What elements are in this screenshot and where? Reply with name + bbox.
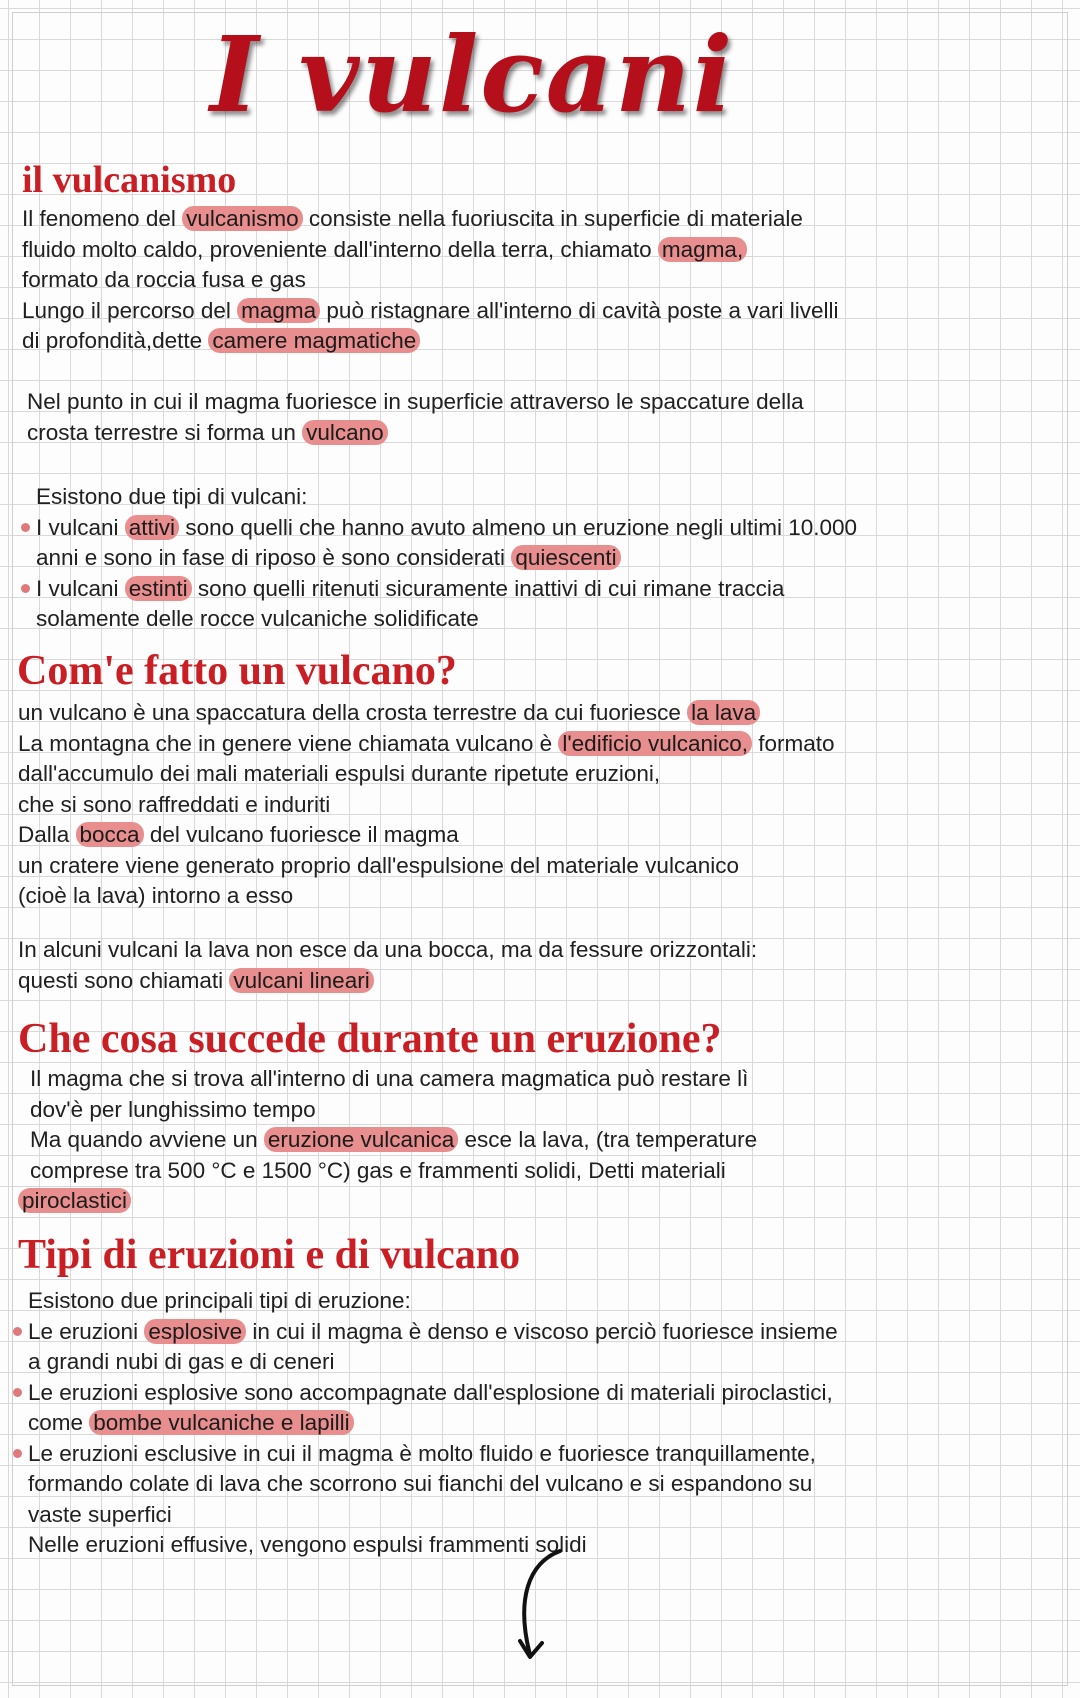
highlight: quiescenti (511, 545, 620, 570)
bullet-dot-icon (13, 1388, 22, 1397)
highlight: camere magmatiche (208, 328, 420, 353)
text-line: vaste superfici (28, 1501, 172, 1527)
fatto-text-block (18, 698, 835, 912)
text-line (18, 1186, 757, 1217)
vulcanismo-text-block (22, 204, 839, 357)
text-line: Nelle eruzioni effusive, vengono espulsi frammenti solidi (28, 1532, 587, 1557)
text-line: Esistono due tipi di vulcani: (36, 484, 308, 509)
list-item: Le eruzioni esplosive in cui il magma è denso e viscoso perciò fuoriesce insieme (28, 1317, 838, 1348)
heading-tipi-eruzioni: Tipi di eruzioni e di vulcano (18, 1232, 521, 1278)
text-line: Esistono due principali tipi di eruzione: (28, 1288, 411, 1313)
tipi-eruzioni-block (28, 1286, 838, 1561)
text-line: fluido molto caldo, proveniente dall'interno della terra, chiamato magma, (22, 235, 839, 266)
text-line: formato da roccia fusa e gas (22, 267, 306, 292)
highlight: magma, (658, 237, 747, 262)
list-item: I vulcani estinti sono quelli ritenuti sicuramente inattivi di cui rimane traccia (36, 574, 857, 605)
text-line: La montagna che in genere viene chiamata vulcano è l'edificio vulcanico, formato (18, 730, 835, 756)
text-line: Dalla bocca del vulcano fuoriesce il magma (18, 822, 459, 847)
text-line: comprese tra 500 °C e 1500 °C) gas e frammenti solidi, Detti materiali (30, 1157, 726, 1183)
text-line: di profondità,dette camere magmatiche (22, 326, 839, 357)
eruzione-text-block (22, 1064, 758, 1217)
highlight: bombe vulcaniche e lapilli (89, 1410, 353, 1435)
highlight: estinti (125, 576, 192, 601)
text-line: anni e sono in fase di riposo è sono considerati quiescenti (36, 543, 857, 574)
text-line: Ma quando avviene un eruzione vulcanica esce la lava, (tra temperature (30, 1127, 758, 1152)
page-title: I vulcani (210, 13, 735, 136)
text-line: come bombe vulcaniche e lapilli (28, 1408, 838, 1439)
highlight: bocca (76, 822, 144, 847)
highlight: vulcano (302, 420, 388, 445)
list-item: I vulcani attivi sono quelli che hanno avuto almeno un eruzione negli ultimi 10.000 (36, 513, 857, 544)
vulcani-lineari-block (18, 935, 757, 996)
text-line: a grandi nubi di gas e di ceneri (28, 1349, 335, 1374)
text-line: Nel punto in cui il magma fuoriesce in superficie attraverso le spaccature della (27, 389, 804, 414)
heading-com-e-fatto: Com'e fatto un vulcano? (17, 648, 457, 694)
list-item: Le eruzioni esclusive in cui il magma è molto fluido e fuoriesce tranquillamente, (28, 1439, 838, 1470)
text-line: solamente delle rocce vulcaniche solidificate (36, 606, 479, 631)
heading-vulcanismo: il vulcanismo (22, 159, 237, 201)
vulcano-def-block (27, 387, 804, 448)
highlight: vulcani lineari (229, 968, 373, 993)
text-line: Il magma che si trova all'interno di una camera magmatica può restare lì (30, 1066, 749, 1091)
highlight: eruzione vulcanica (264, 1127, 458, 1152)
text-line: (cioè la lava) intorno a esso (18, 883, 294, 908)
highlight: piroclastici (18, 1188, 131, 1213)
bullet-dot-icon (21, 523, 30, 532)
bullet-dot-icon (21, 584, 30, 593)
text-line: un vulcano è una spaccatura della crosta terrestre da cui fuoriesce la lava (18, 698, 835, 729)
curved-arrow-down-icon (508, 1545, 578, 1675)
highlight: la lava (687, 700, 760, 725)
text-line: dov'è per lunghissimo tempo (30, 1096, 316, 1122)
tipi-vulcani-block (36, 482, 857, 635)
text-line: Il fenomeno del vulcanismo consiste nella fuoriuscita in superficie di materiale (22, 206, 803, 231)
list-item: Le eruzioni esplosive sono accompagnate dall'esplosione di materiali piroclastici, (28, 1378, 838, 1409)
text-line: formando colate di lava che scorrono sui fianchi del vulcano e si espandono su (28, 1471, 813, 1496)
highlight: attivi (125, 515, 179, 540)
highlight: esplosive (144, 1319, 246, 1344)
text-line: un cratere viene generato proprio dall'espulsione del materiale vulcanico (18, 852, 739, 878)
text-line: che si sono raffreddati e induriti (18, 791, 331, 817)
text-line: dall'accumulo dei mali materiali espulsi durante ripetute eruzioni, (18, 761, 661, 786)
text-line: crosta terrestre si forma un vulcano (27, 418, 804, 449)
text-line: Lungo il percorso del magma può ristagnare all'interno di cavità poste a vari livelli (22, 297, 839, 323)
bullet-dot-icon (13, 1449, 22, 1458)
heading-eruzione: Che cosa succede durante un eruzione? (18, 1016, 722, 1062)
text-line: In alcuni vulcani la lava non esce da una bocca, ma da fessure orizzontali: (18, 937, 758, 962)
bullet-dot-icon (13, 1327, 22, 1336)
highlight: vulcanismo (182, 206, 303, 231)
highlight: magma (237, 298, 320, 323)
highlight: l'edificio vulcanico, (558, 731, 752, 756)
text-line: questi sono chiamati vulcani lineari (18, 966, 757, 997)
